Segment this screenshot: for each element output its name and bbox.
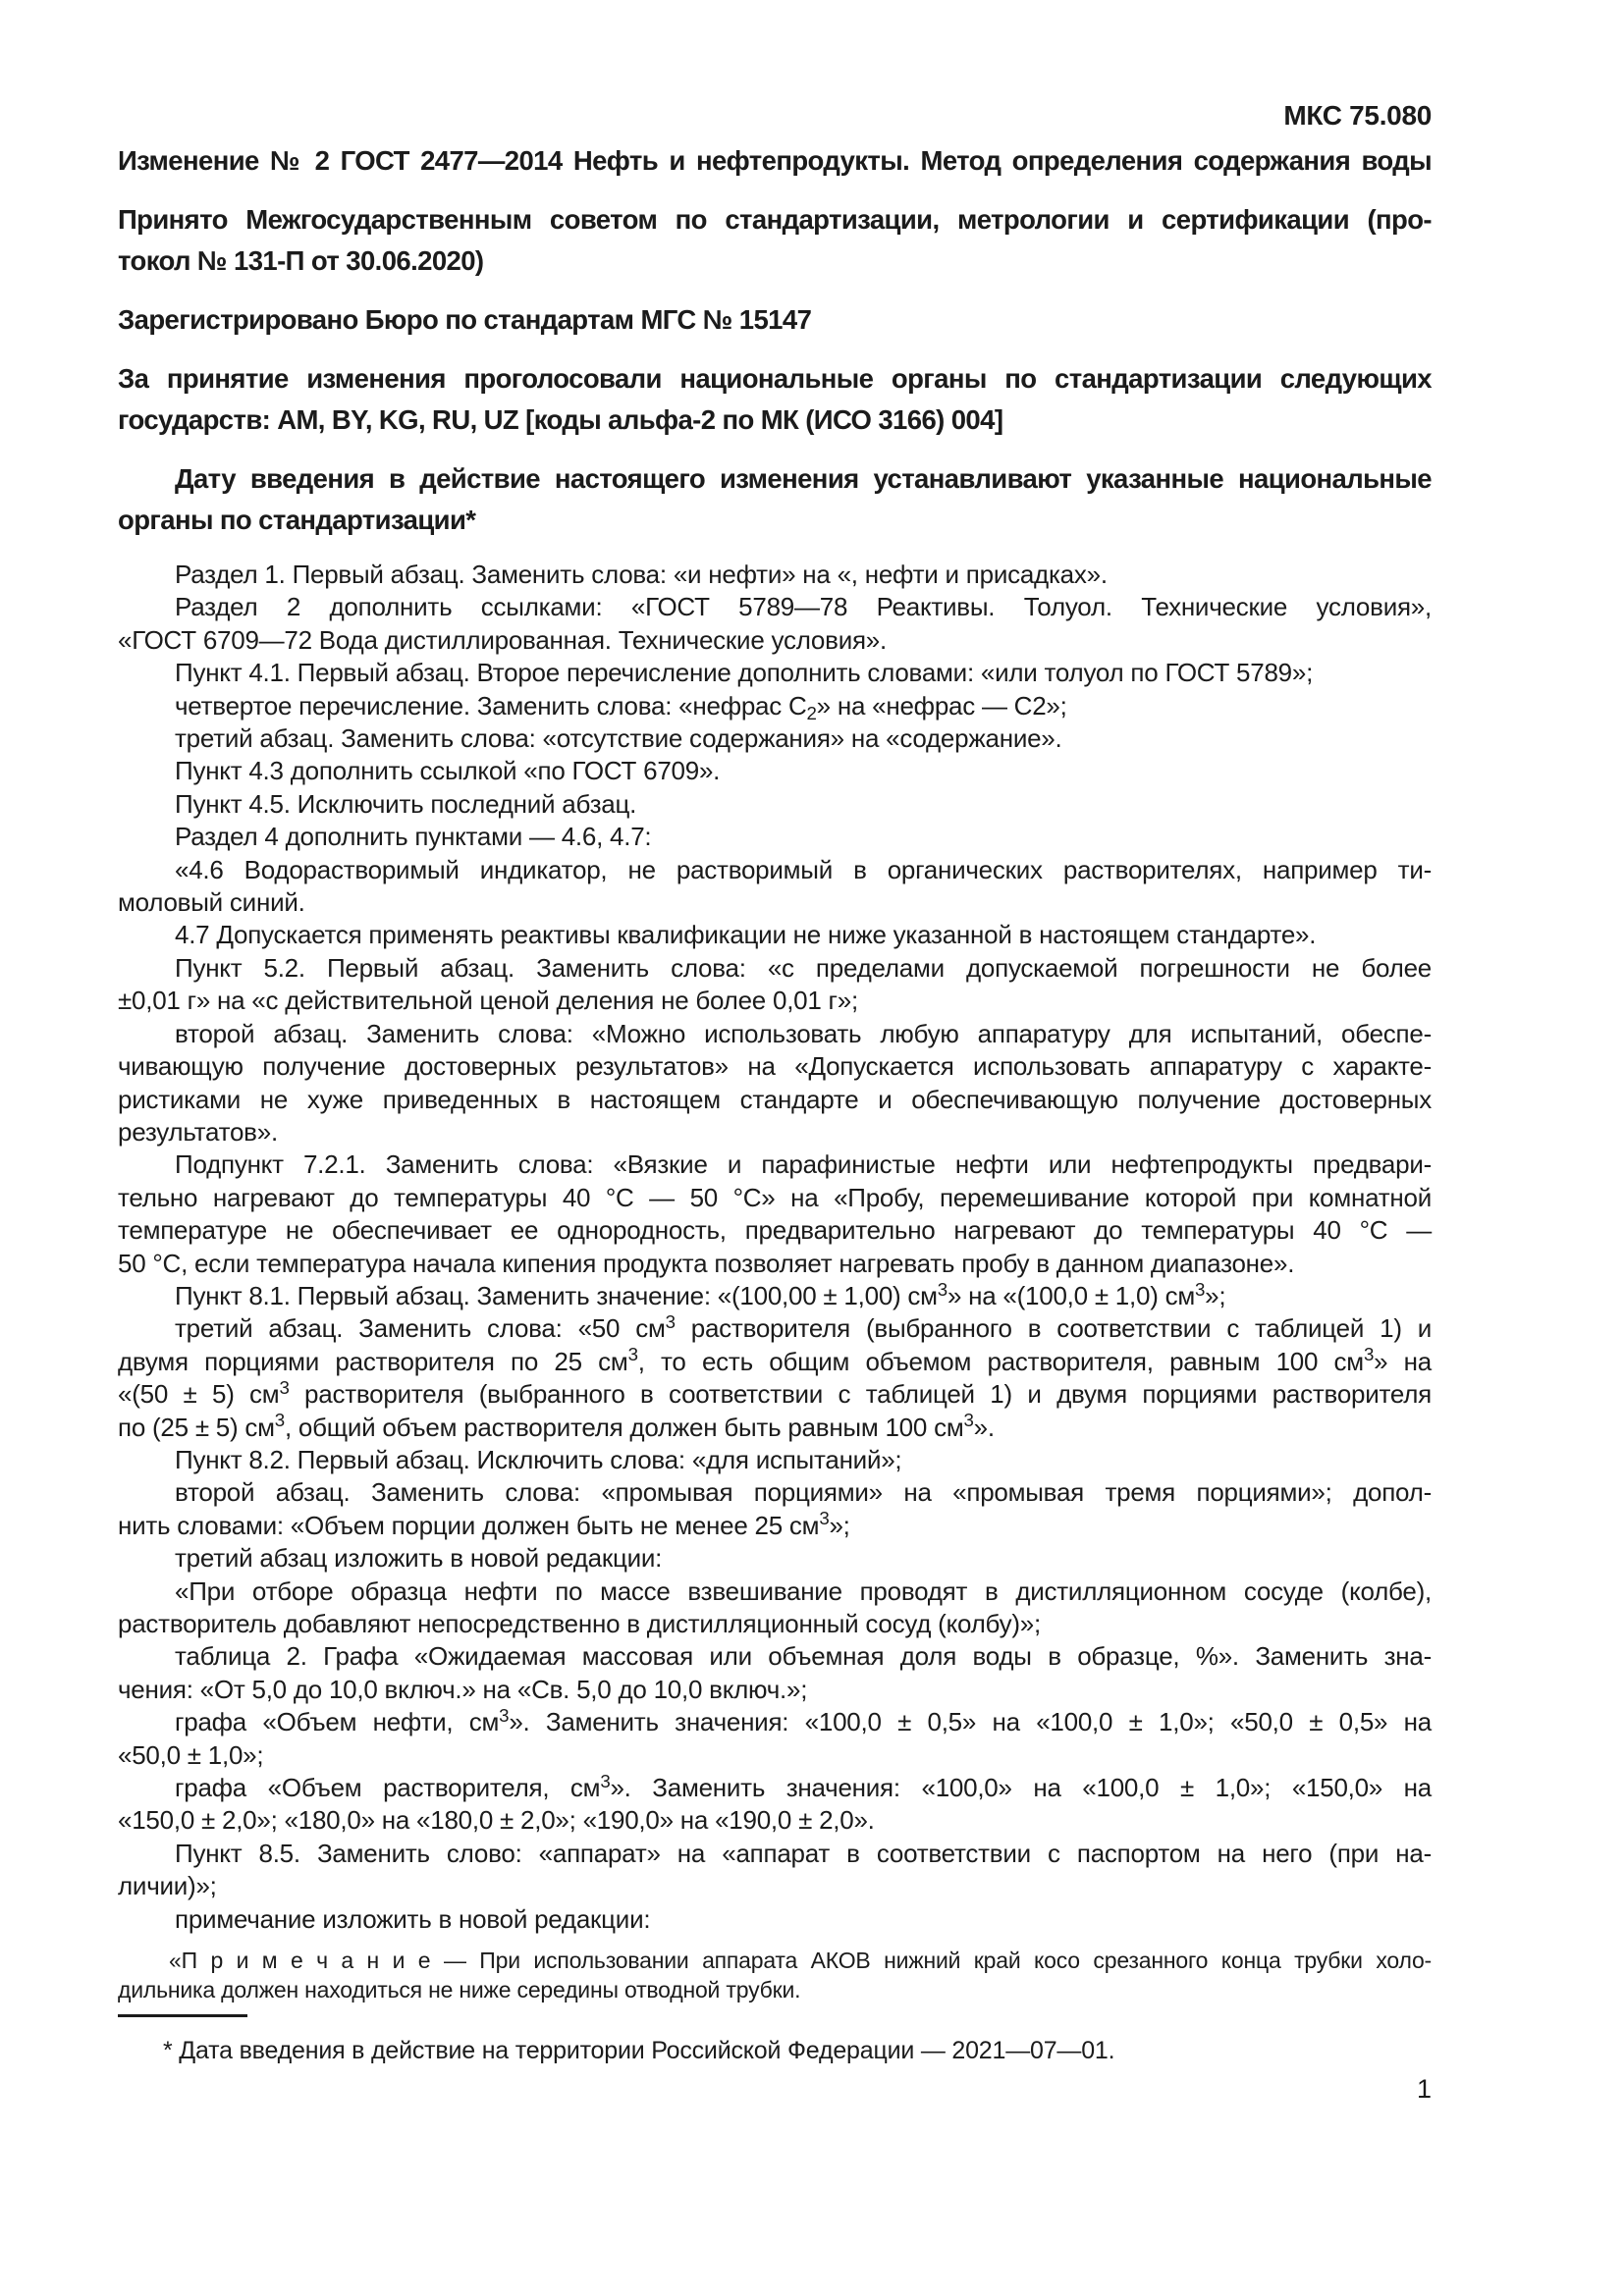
text-line: двумя порциями растворителя по 25 $см^3$, то есть общим объемом растворителя, равным 100 $см^3$» на	[118, 1344, 1432, 1376]
text-line: растворитель добавляют непосредственно в дистилляционный сосуд (колбу)»;	[118, 1609, 1041, 1638]
superscript: 3	[665, 1310, 676, 1332]
paragraph	[118, 299, 1432, 341]
text-line: третий абзац. Заменить слова: «50 $см^3$ растворителя (выбранного в соответствии с таблицей 1) и	[175, 1310, 1432, 1344]
superscript: 3	[499, 1704, 510, 1726]
text-line: «(50 ± 5) $см^3$ растворителя (выбранного в соответствии с таблицей 1) и двумя порциями растворителя	[118, 1376, 1432, 1410]
paragraph	[118, 199, 1432, 282]
paragraph	[118, 722, 1432, 755]
paragraph	[118, 1280, 1432, 1312]
text-line: «4.6 Водорастворимый индикатор, не растворимый в органических растворителях, например ти-	[175, 854, 1432, 884]
superscript: 3	[1363, 1344, 1375, 1365]
text-line: Пункт 5.2. Первый абзац. Заменить слова: «с пределами допускаемой погрешности не более	[175, 952, 1432, 983]
text-line: третий абзац. Заменить слова: «отсутствие содержания» на «содержание».	[175, 723, 1062, 754]
paragraph	[118, 358, 1432, 441]
text-line: чения: «От 5,0 до 10,0 включ.» на «Св. 5,0 до 10,0 включ.»;	[118, 1674, 808, 1704]
superscript: 3	[937, 1278, 947, 1300]
text-line: Раздел 1. Первый абзац. Заменить слова: «и нефти» на «, нефти и присадках».	[175, 560, 1108, 589]
text-line: третий абзац изложить в новой редакции:	[175, 1543, 663, 1574]
paragraph	[118, 952, 1432, 1018]
text-line: результатов».	[118, 1116, 278, 1147]
text-line: Пункт 8.5. Заменить слово: «аппарат» на «аппарат в соответствии с паспортом на него (при на-	[175, 1838, 1432, 1868]
text-line: «При отборе образца нефти по массе взвешивание проводят в дистилляционном сосуде (колбе),	[175, 1575, 1432, 1606]
superscript: 3	[600, 1770, 611, 1791]
paragraph	[118, 140, 1432, 182]
text-line: Изменение № 2 ГОСТ 2477—2014 Нефть и нефтепродукты. Метод определения содержания воды	[118, 145, 1432, 176]
superscript: 3	[627, 1344, 638, 1365]
text-line: Принято Межгосударственным советом по стандартизации, метрологии и сертификации (про-	[118, 204, 1432, 235]
text-line: Пункт 8.1. Первый абзац. Заменить значение: «(100,00 ± 1,00) $см^3$» на «(100,0 ± 1,0) $см^3$»;	[175, 1278, 1226, 1310]
paragraph	[118, 2035, 1432, 2066]
text-line: второй абзац. Заменить слова: «промывая порциями» на «промывая тремя порциями»; допол-	[175, 1477, 1432, 1508]
text-line: температуре не обеспечивает ее однородность, предварительно нагревают до температуры 40 °С —	[118, 1215, 1432, 1246]
page-number: 1	[1416, 2074, 1432, 2105]
text-column	[118, 101, 1432, 2104]
text-line: графа «Объем нефти, $см^3$». Заменить значения: «100,0 ± 0,5» на «100,0 ± 1,0»; «50,0 ± 0,5» на	[175, 1704, 1432, 1737]
paragraph	[118, 1148, 1432, 1280]
text-line: второй абзац. Заменить слова: «Можно использовать любую аппаратуру для испытаний, обеспе-	[175, 1018, 1432, 1048]
text-line: Пункт 4.1. Первый абзац. Второе перечисление дополнить словами: «или толуол по ГОСТ 5789»;	[175, 658, 1314, 688]
paragraph	[118, 1838, 1432, 1903]
text-line: дильника должен находиться не ниже середины отводной трубки.	[118, 1977, 801, 2003]
paragraph	[118, 591, 1432, 657]
paragraph	[118, 1706, 1432, 1772]
text-line: по (25 ± 5) $см^3$, общий объем растворителя должен быть равным 100 $см^3$».	[118, 1410, 995, 1442]
paragraph	[118, 1946, 1432, 2004]
text-line: «П р и м е ч а н и е — При использовании аппарата АКОВ нижний край косо срезанного конца трубки холо-	[169, 1948, 1432, 1974]
lead-section	[118, 140, 1432, 541]
text-line: графа «Объем растворителя, $см^3$». Заменить значения: «100,0» на «100,0 ± 1,0»; «150,0» на	[175, 1770, 1432, 1803]
paragraph	[118, 690, 1432, 722]
text-line: 50 °С, если температура начала кипения продукта позволяет нагревать пробу в данном диапазоне».	[118, 1248, 1295, 1278]
paragraph	[118, 1476, 1432, 1542]
paragraph	[118, 1444, 1432, 1476]
text-line: нить словами: «Объем порции должен быть не менее 25 $см^3$»;	[118, 1508, 850, 1540]
text-line: Пункт 4.5. Исключить последний абзац.	[175, 788, 637, 819]
text-line: ±0,01 г» на «с действительной ценой деления не более 0,01 г»;	[118, 986, 858, 1016]
text-line: моловый синий.	[118, 887, 305, 918]
superscript: 3	[279, 1376, 290, 1398]
paragraph	[118, 919, 1432, 951]
text-line: Пункт 8.2. Первый абзац. Исключить слова: «для испытаний»;	[175, 1444, 902, 1474]
text-line: «ГОСТ 6709—72 Вода дистиллированная. Технические условия».	[118, 624, 887, 655]
paragraph	[118, 1312, 1432, 1444]
paragraph	[118, 1640, 1432, 1706]
text-line: «150,0 ± 2,0»; «180,0» на «180,0 ± 2,0»; «190,0» на «190,0 ± 2,0».	[118, 1805, 875, 1836]
paragraph	[118, 1542, 1432, 1575]
classification-code: МКС 75.080	[1283, 100, 1432, 131]
paragraph	[118, 559, 1432, 591]
text-line: 4.7 Допускается применять реактивы квалификации не ниже указанной в настоящем стандарте».	[175, 920, 1317, 950]
footnote-rule	[118, 2014, 247, 2017]
paragraph	[118, 1772, 1432, 1838]
text-line: Зарегистрировано Бюро по стандартам МГС № 15147	[118, 304, 812, 335]
text-line: Подпункт 7.2.1. Заменить слова: «Вязкие и парафинистые нефти или нефтепродукты предвари-	[175, 1149, 1432, 1180]
text-line: тельно нагревают до температуры 40 °С — 50 °С» на «Пробу, перемешивание которой при комнатной	[118, 1182, 1432, 1212]
text-line: ристиками не хуже приведенных в настоящем стандарте и обеспечивающую получение достоверных	[118, 1084, 1432, 1114]
text-line: За принятие изменения проголосовали национальные органы по стандартизации следующих	[118, 363, 1432, 394]
text-line: Раздел 4 дополнить пунктами — 4.6, 4.7:	[175, 822, 652, 852]
text-line: токол № 131-П от 30.06.2020)	[118, 245, 484, 276]
text-line: Пункт 4.3 дополнить ссылкой «по ГОСТ 6709».	[175, 756, 721, 786]
text-line: таблица 2. Графа «Ожидаемая массовая или объемная доля воды в образце, %». Заменить зна-	[175, 1641, 1432, 1672]
note-section	[118, 1946, 1432, 2004]
text-line: * Дата введения в действие на территории Российской Федерации — 2021—07—01.	[163, 2037, 1115, 2065]
subscript: 2	[806, 702, 817, 723]
paragraph	[118, 1018, 1432, 1149]
text-line: личии)»;	[118, 1871, 217, 1901]
text-line: примечание изложить в новой редакции:	[175, 1903, 651, 1934]
superscript: 3	[1194, 1278, 1206, 1300]
paragraph	[118, 755, 1432, 787]
text-line: Раздел 2 дополнить ссылками: «ГОСТ 5789—78 Реактивы. Толуол. Технические условия»,	[175, 592, 1432, 622]
text-line: чивающую получение достоверных результатов» на «Допускается использовать аппаратуру с характе-	[118, 1051, 1432, 1082]
paragraph	[118, 1575, 1432, 1641]
paragraph	[118, 854, 1432, 920]
paragraph	[118, 821, 1432, 853]
superscript: 3	[963, 1410, 974, 1431]
paragraph	[118, 788, 1432, 821]
text-line: «50,0 ± 1,0»;	[118, 1739, 264, 1770]
superscript: 3	[274, 1410, 285, 1431]
text-line: четвертое перечисление. Заменить слова: «нефрас $С_2$» на «нефрас — С2»;	[175, 690, 1067, 723]
text-line: Дату введения в действие настоящего изменения устанавливают указанные национальные	[175, 463, 1432, 494]
paragraph	[118, 1903, 1432, 1936]
superscript: 3	[819, 1508, 830, 1529]
text-line: органы по стандартизации*	[118, 505, 476, 535]
paragraph	[118, 458, 1432, 541]
amendment-body-section	[118, 559, 1432, 1936]
footnote-section	[118, 2035, 1432, 2066]
paragraph	[118, 657, 1432, 689]
text-line: государств: AM, BY, KG, RU, UZ [коды альфа-2 по МК (ИСО 3166) 004]	[118, 404, 1003, 435]
